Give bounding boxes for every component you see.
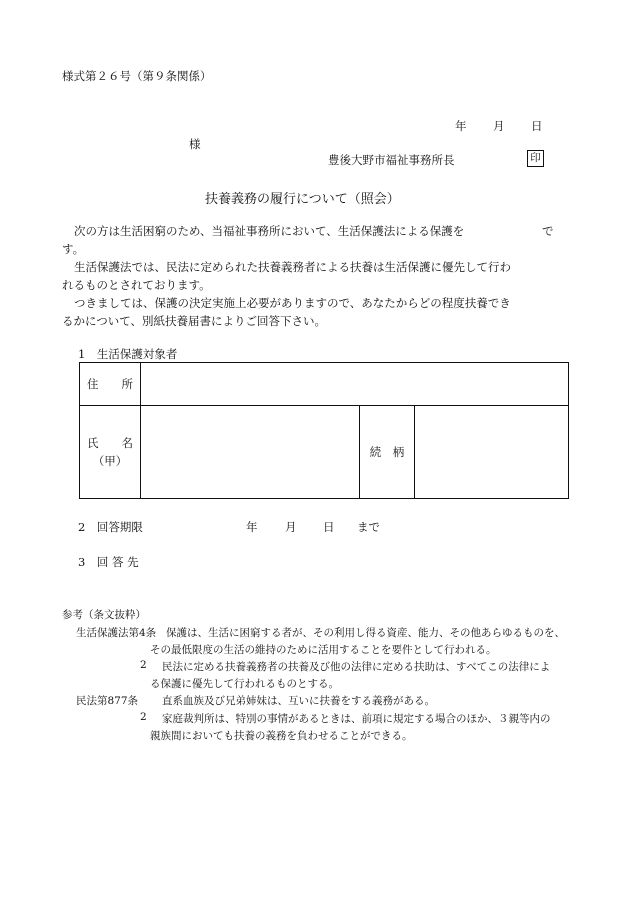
- sender-name: 豊後大野市福祉事務所長: [328, 153, 455, 167]
- name-value-cell: [141, 406, 360, 499]
- body-p2-line2: れるものとされております。: [62, 278, 211, 292]
- ref-law1-p1-line1: 保護は、生活に困窮する者が、その利用し得る資産、能力、その他あらゆるものを、: [166, 627, 565, 639]
- date-day-label: 日: [531, 119, 543, 133]
- body-p1-line2: す。: [62, 242, 85, 256]
- name-label: 氏 名: [87, 436, 133, 450]
- relation-label: 続 柄: [369, 445, 405, 459]
- seal-mark: 印: [527, 150, 544, 167]
- date-month-label: 月: [493, 119, 505, 133]
- ref-law2-p2-line1: 家庭裁判所は、特別の事情があるときは、前項に規定する場合のほか、３親等内の: [162, 713, 551, 725]
- document-title: 扶養義務の履行について（照会）: [205, 192, 400, 207]
- address-label: 住 所: [87, 377, 133, 391]
- deadline-month-label: 月: [285, 520, 297, 534]
- body-p1-line1: 次の方は生活困窮のため、当福祉事務所において、生活保護法による保護を: [74, 224, 465, 238]
- ref-law2-p1-line1: 直系血族及び兄弟姉妹は、互いに扶養をする義務がある。: [162, 695, 435, 707]
- ref-law1-p2-number: 2: [140, 659, 147, 671]
- ref-law1-p2-line2: る保護に優先して行われるものとする。: [150, 678, 339, 690]
- name-sub-label: （甲）: [92, 454, 128, 468]
- deadline-day-label: 日: [323, 520, 335, 534]
- body-p2-line1: 生活保護法では、民法に定められた扶養義務者による扶養は生活保護に優先して行わ: [74, 260, 511, 274]
- relation-label-cell: [360, 406, 415, 499]
- date-year-label: 年: [455, 119, 467, 133]
- section3-heading: 3 回 答 先: [78, 555, 139, 569]
- ref-law2-name: 民法第877条: [76, 695, 139, 707]
- target-person-table: [79, 362, 569, 499]
- addressee-suffix: 様: [189, 137, 201, 151]
- ref-law2-p2-number: 2: [140, 711, 147, 723]
- deadline-year-label: 年: [246, 520, 258, 534]
- ref-law2-p2-line2: 親族間においても扶養の義務を負わせることができる。: [150, 730, 413, 742]
- deadline-until-label: まで: [357, 520, 380, 534]
- section1-heading: 1 生活保護対象者: [78, 347, 178, 361]
- form-number: 様式第２６号（第９条関係）: [62, 69, 212, 83]
- body-p1-line1-end: で: [542, 224, 554, 238]
- ref-law1-name: 生活保護法第4条: [76, 627, 157, 639]
- address-label-cell: [80, 363, 141, 406]
- address-value-cell: [141, 363, 569, 406]
- ref-law1-p1-line2: その最低限度の生活の維持のために活用することを要件として行われる。: [150, 644, 497, 656]
- name-label-cell: [80, 406, 141, 499]
- body-text: [62, 222, 562, 330]
- reference-heading: 参考（条文抜粋）: [62, 609, 146, 621]
- relation-value-cell: [415, 406, 569, 499]
- body-p3-line2: るかについて、別紙扶養届書によりご回答下さい。: [62, 314, 327, 328]
- body-p3-line1: つきましては、保護の決定実施上必要がありますので、あなたからどの程度扶養でき: [74, 296, 511, 310]
- section2-heading: 2 回答期限: [78, 520, 143, 534]
- ref-law1-p2-line1: 民法に定める扶養義務者の扶養及び他の法律に定める扶助は、すべてこの法律によ: [162, 661, 551, 673]
